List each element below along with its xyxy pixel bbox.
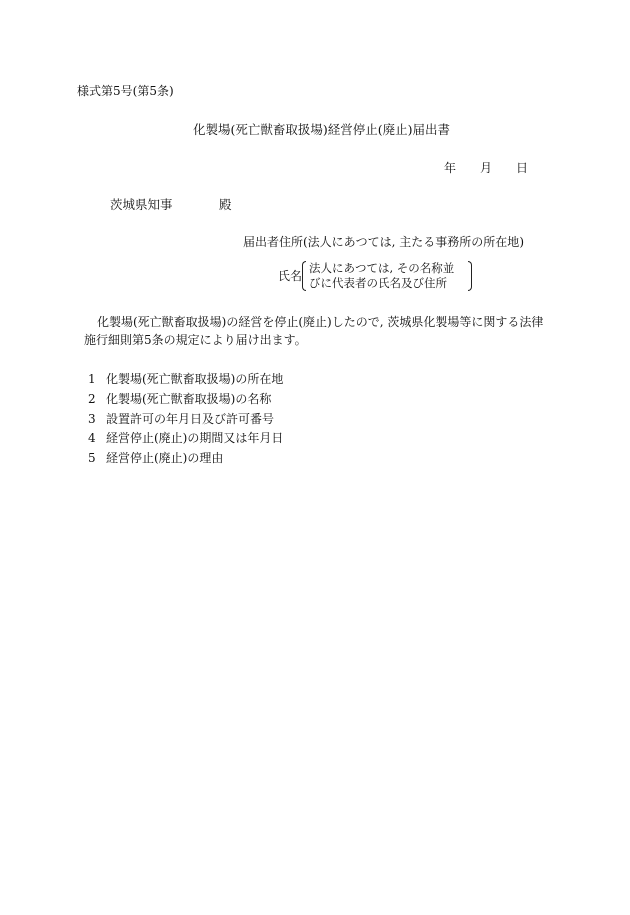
name-note-bracket <box>302 260 472 292</box>
name-note-line-1: 法人にあつては, その名称並 <box>309 261 455 275</box>
notifier-address-label: 届出者住所(法人にあつては, 主たる事務所の所在地) <box>243 235 524 249</box>
body-text-line-1: 化製場(死亡獣畜取扱場)の経営を停止(廃止)したので, 茨城県化製場等に関する法律 <box>97 315 544 329</box>
document-title: 化製場(死亡獣畜取扱場)経営停止(廃止)届出書 <box>193 122 451 137</box>
item-number: 1 <box>88 372 96 386</box>
form-number: 様式第5号(第5条) <box>77 84 174 98</box>
honorific: 殿 <box>219 197 232 212</box>
item-number: 5 <box>88 451 96 465</box>
date-year-label: 年 <box>444 161 457 175</box>
item-number: 2 <box>88 392 96 406</box>
item-text: 経営停止(廃止)の理由 <box>106 451 224 465</box>
date-day-label: 日 <box>516 161 529 175</box>
item-text: 化製場(死亡獣畜取扱場)の名称 <box>106 392 272 406</box>
bracket-right <box>468 261 472 291</box>
addressee: 茨城県知事 <box>110 197 173 212</box>
item-text: 化製場(死亡獣畜取扱場)の所在地 <box>106 372 284 386</box>
item-number: 3 <box>88 412 96 426</box>
name-note-line-2: びに代表者の氏名及び住所 <box>309 276 447 290</box>
item-text: 設置許可の年月日及び許可番号 <box>106 412 275 426</box>
body-text-line-2: 施行細則第5条の規定により届け出ます。 <box>84 333 307 347</box>
date-month-label: 月 <box>480 161 493 175</box>
name-label: 氏名 <box>278 269 303 283</box>
item-text: 経営停止(廃止)の期間又は年月日 <box>106 431 284 445</box>
bracket-left <box>302 261 306 291</box>
item-number: 4 <box>88 431 96 445</box>
